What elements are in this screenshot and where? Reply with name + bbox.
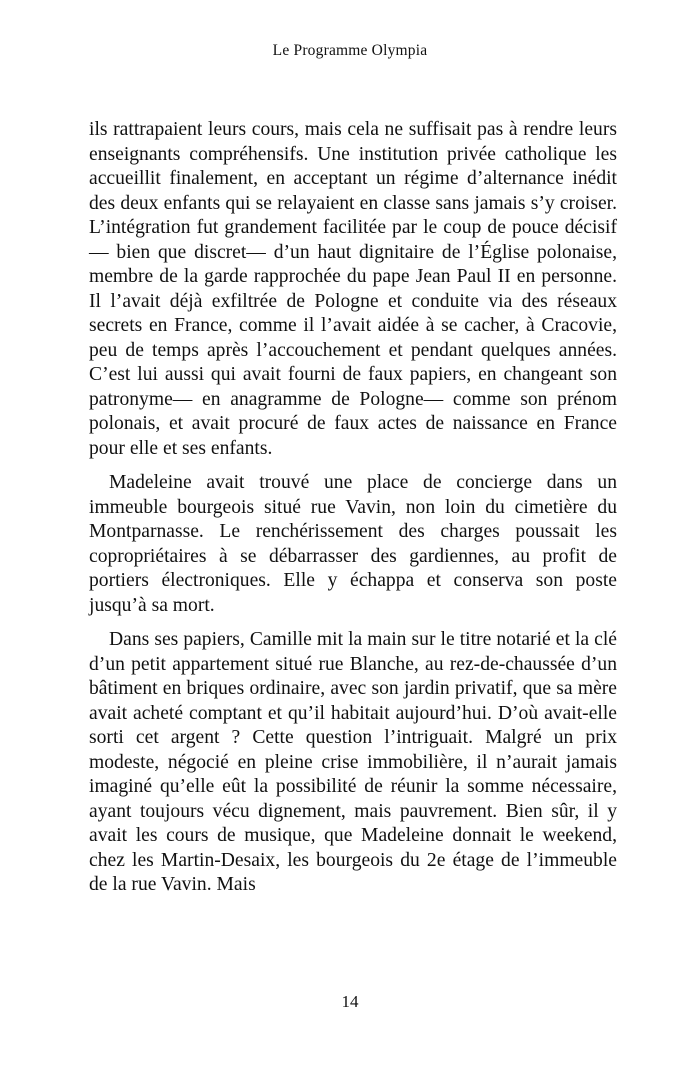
paragraph: ils rattrapaient leurs cours, mais cela ne suffisait pas à rendre leurs enseignants compréhensifs. Une institution privée catholique les accueillit finalement, en acceptant un régime d’alternance inédit des deux enfants qui se relayaient en classe sans jamais s’y croiser. L’intégration fut grandement facilitée par le coup de pouce décisif— bien que discret— d’un haut dignitaire de l’Église polonaise, membre de la garde rapprochée du pape Jean Paul II en personne. Il l’avait déjà exfiltrée de Pologne et conduite via des réseaux secrets en France, comme il l’avait aidée à se cacher, à Cracovie, peu de temps après l’accouchement et pendant quelques années. C’est lui aussi qui avait fourni de faux papiers, en changeant son patronyme— en anagramme de Pologne— comme son prénom polonais, et avait procuré de faux actes de naissance en France pour elle et ses enfants.: [89, 119, 617, 459]
body-text: [89, 118, 617, 908]
paragraph: Madeleine avait trouvé une place de concierge dans un immeuble bourgeois situé rue Vavin, non loin du cimetière du Montparnasse. Le renchérissement des charges poussait les copropriétaires à se débarrasser des gardiennes, au profit de portiers électroniques. Elle y échappa et conserva son poste jusqu’à sa mort.: [89, 472, 617, 616]
paragraph: Dans ses papiers, Camille mit la main sur le titre notarié et la clé d’un petit appartement situé rue Blanche, au rez-de-chaussée d’un bâtiment en briques ordinaire, avec son jardin privatif, que sa mère avait acheté comptant et qu’il habitait aujourd’hui. D’où avait-elle sorti cet argent ? Cette question l’intriguait. Malgré un prix modeste, négocié en pleine crise immobilière, il n’aurait jamais imaginé qu’elle eût la possibilité de réunir la somme nécessaire, ayant toujours vécu dignement, mais pauvrement. Bien sûr, il y avait les cours de musique, que Madeleine donnait le weekend, chez les Martin-Desaix, les bourgeois du 2e étage de l’immeuble de la rue Vavin. Mais: [89, 629, 617, 895]
running-title: Le Programme Olympia: [272, 42, 428, 59]
page-number: 14: [341, 992, 359, 1011]
